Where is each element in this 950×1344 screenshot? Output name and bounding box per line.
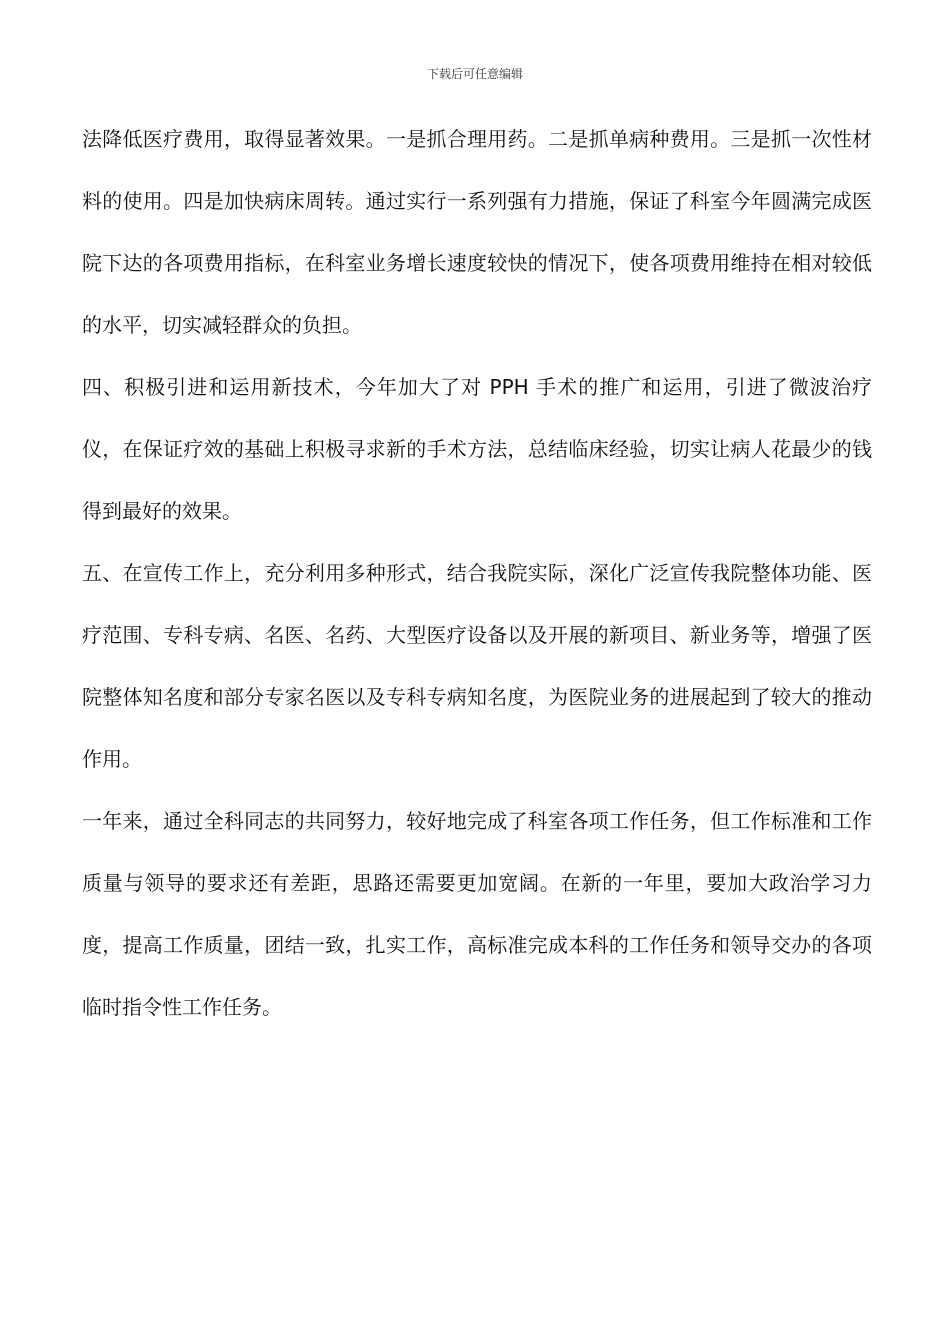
paragraph-new-technology: 四、积极引进和运用新技术，今年加大了对 PPH 手术的推广和运用，引进了微波治疗仪，在保证疗效的基础上积极寻求新的手术方法，总结临床经验，切实让病人花最少的钱得到最好的效果。 — [82, 375, 872, 523]
page-header: 下载后可任意编辑 — [426, 67, 523, 81]
paragraph-summary: 一年来，通过全科同志的共同努力，较好地完成了科室各项工作任务，但工作标准和工作质量与领导的要求还有差距，思路还需要更加宽阔。在新的一年里，要加大政治学习力度，提高工作质量，团结一致，扎实工作，高标准完成本科的工作任务和领导交办的各项临时指令性工作任务。 — [82, 809, 872, 1019]
paragraph-publicity: 五、在宣传工作上，充分利用多种形式，结合我院实际，深化广泛宣传我院整体功能、医疗范围、专科专病、名医、名药、大型医疗设备以及开展的新项目、新业务等，增强了医院整体知名度和部分专家名医以及专科专病知名度，为医院业务的进展起到了较大的推动作用。 — [82, 561, 872, 771]
document-body — [82, 108, 872, 1038]
paragraph-cost-control: 法降低医疗费用，取得显著效果。一是抓合理用药。二是抓单病种费用。三是抓一次性材料的使用。四是加快病床周转。通过实行一系列强有力措施，保证了科室今年圆满完成医院下达的各项费用指标，在科室业务增长速度较快的情况下，使各项费用维持在相对较低的水平，切实减轻群众的负担。 — [82, 127, 872, 337]
